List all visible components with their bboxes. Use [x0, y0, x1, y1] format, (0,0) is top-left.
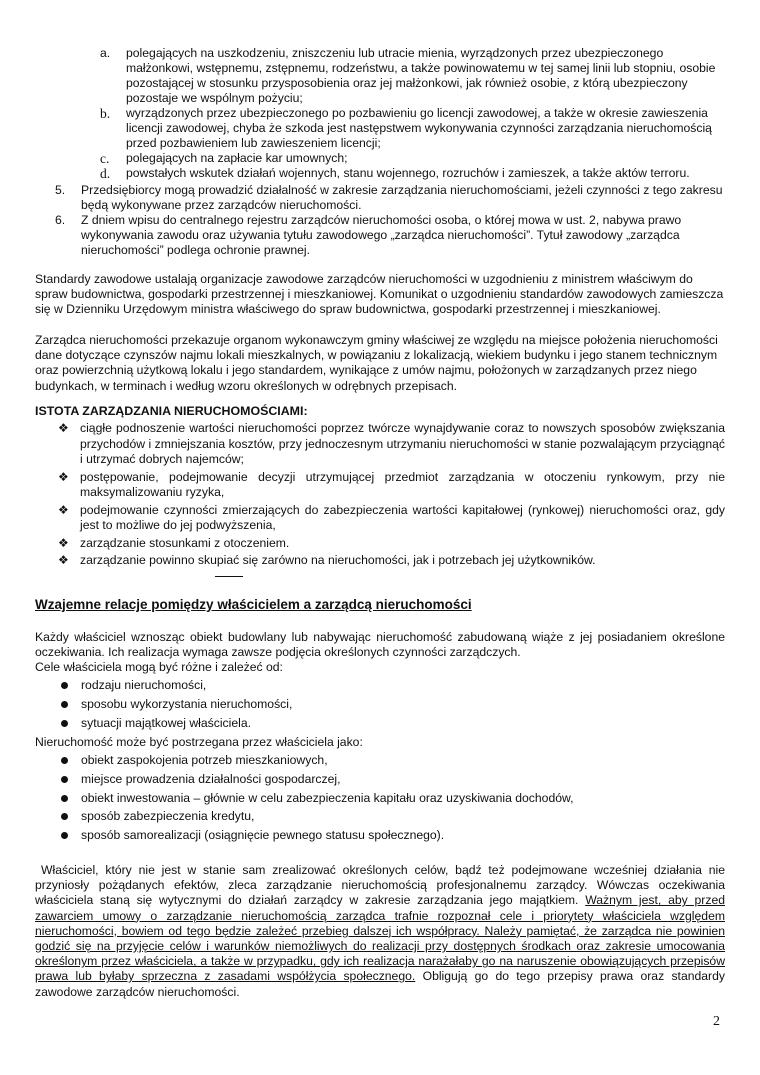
- list-item: [58, 503, 725, 534]
- list-item: [60, 772, 720, 787]
- short-divider: [215, 576, 243, 577]
- list-item-text: polegających na uszkodzeniu, zniszczeniu lub utracie mienia, wyrządzonych przez ubezpieczonego małżonkowi, wstępnemu, zstępnemu, rodzeństwu, a także powinowatemu w tej samej linii lub stopniu, osobie pozostającej w stosunku przysposobienia oraz jej małżonkowi, jak również osobie, z którą ubezpieczony pozostaje we wspólnym pożyciu;: [126, 46, 716, 105]
- list-item: [55, 183, 725, 213]
- perception-list: [60, 753, 720, 847]
- paragraph-rents: Zarządca nieruchomości przekazuje organom wykonawczym gminy właściwej ze względu na miejsce położenia nieruchomości dane dotyczące czynszów najmu lokali mieszkalnych, w powiązaniu z lokalizacją, wiekiem budynku i jego stanem technicznym oraz powierzchnią użytkową lokalu i jego standardem, wynikające z umów najmu, położonych w zarządzanych przez niego budynkach, w terminach i według wzoru określonych w odrębnych przepisach.: [35, 333, 718, 393]
- list-item-text: postępowanie, podejmowanie decyzji utrzymującej przedmiot zarządzania w otoczeniu rynkowym, przy nie maksymalizowaniu ryzyka,: [80, 469, 725, 499]
- list-marker: c.: [100, 151, 110, 166]
- diamond-bullet-icon: ❖: [58, 535, 69, 550]
- list-item: [58, 470, 725, 501]
- paragraph-standards: Standardy zawodowe ustalają organizacje zawodowe zarządców nieruchomości w uzgodnieniu z ministrem właściwym do spraw budownictwa, gospodarki przestrzennej i mieszkaniowej. Komunikat o uzgodnieniu standardów zawodowych zamieszcza się w Dzienniku Urzędowym ministra właściwego do spraw budownictwa, gospodarki przestrzennej i mieszkaniowej.: [35, 272, 724, 317]
- list-item: [100, 106, 720, 151]
- list-item: [60, 678, 720, 693]
- diamond-bullet-icon: ❖: [58, 502, 69, 517]
- list-item-text: sytuacji majątkowej właściciela.: [81, 715, 252, 730]
- heading-istota: ISTOTA ZARZĄDZANIA NIERUCHOMOŚCIAMI:: [35, 404, 308, 418]
- list-item-text: obiekt inwestowania – głównie w celu zabezpieczenia kapitału oraz uzyskiwania dochodów,: [81, 790, 574, 805]
- list-item: [60, 809, 720, 824]
- list-item-text: obiekt zaspokojenia potrzeb mieszkaniowych,: [81, 753, 328, 767]
- bullet-dot-icon: [61, 832, 68, 839]
- list-item-text: polegających na zapłacie kar umownych;: [126, 151, 348, 165]
- list-item-text: rodzaju nieruchomości,: [81, 678, 207, 692]
- list-item-text: sposobu wykorzystania nieruchomości,: [81, 696, 293, 711]
- paragraph-final: [35, 863, 725, 1000]
- list-item-text: zarządzanie powinno skupiać się zarówno na nieruchomości, jak i potrzebach jej użytkowników.: [80, 553, 596, 567]
- list-marker: 6.: [55, 213, 66, 227]
- list-item-text: powstałych wskutek działań wojennych, stanu wojennego, rozruchów i zamieszek, a także aktów terroru.: [126, 166, 690, 180]
- paragraph-owner: Każdy właściciel wznosząc obiekt budowlany lub nabywając nieruchomość zabudowaną wiąże z jej posiadaniem określone oczekiwania. Ich realizacja wymaga zawsze podjęcia określonych czynności zarządczych.: [35, 630, 725, 660]
- final-text-start: Właściciel, który nie jest w stanie sam zrealizować określonych celów, bądź też podejmowane wcześniej działania nie przyniosły pożądanych efektów, zleca zarządzanie nieruchomością profesjonalnemu zarządcy. Wówczas oczekiwania właściciela staną się wytycznymi do działań zarządcy w zakresie zarządzania jego majątkiem.: [35, 863, 725, 908]
- list-marker: d.: [100, 166, 111, 181]
- list-item-text: Przedsiębiorcy mogą prowadzić działalność w zakresie zarządzania nieruchomościami, jeżeli czynności z tego zakresu będą wykonywane przez zarządców nieruchomości.: [81, 183, 723, 212]
- bullet-dot-icon: [61, 813, 68, 820]
- goals-list: [60, 678, 720, 734]
- perception-intro: Nieruchomość może być postrzegana przez właściciela jako:: [35, 735, 363, 749]
- list-item-text: ciągłe podnoszenie wartości nieruchomości poprzez twórcze wynajdywanie coraz to nowszych sposobów zwiększania przychodów i zmniejszania kosztów, przy jednoczesnym utrzymaniu nieruchomości w stanie pozwalającym przyciągnąć i utrzymać dobrych najemców;: [80, 421, 725, 466]
- list-item-text: podejmowanie czynności zmierzających do zabezpieczenia wartości kapitałowej (rynkowej) nieruchomości oraz, gdy jest to możliwe do jej podwyższenia,: [80, 502, 725, 532]
- list-item: [55, 213, 725, 258]
- list-item-text: sposób samorealizacji (osiągnięcie pewnego statusu społecznego).: [81, 828, 445, 843]
- bullet-dot-icon: [61, 720, 68, 727]
- final-text-underlined: Ważnym jest, aby przed zawarciem umowy o zarządzanie nieruchomością zarządca trafnie rozpoznał cele i priorytety właściciela względem nieruchomości, bowiem od tego będzie zależeć przebieg dalszej ich współpracy. Należy pamiętać, że zarządca nie powinien godzić się na przyjęcie celów i warunków niemożliwych do realizacji przy dostępnych środkach oraz zakresie umocowania określonym przez właściciela, a także w przypadku, gdy ich realizacja narażałaby go na naruszenie obowiązujących przepisów prawa lub byłaby sprzeczna z zasadami współżycia społecznego.: [35, 893, 725, 984]
- list-marker: 5.: [55, 183, 66, 197]
- bullet-dot-icon: [61, 701, 68, 708]
- list-item: [100, 166, 720, 181]
- list-item: [100, 151, 720, 166]
- bullet-dot-icon: [61, 682, 68, 689]
- list-item: [60, 753, 720, 768]
- list-item: [58, 536, 725, 552]
- numbered-list: [55, 183, 725, 258]
- goals-intro: Cele właściciela mogą być różne i zależeć od:: [35, 660, 283, 674]
- list-marker: a.: [100, 46, 111, 60]
- list-item: [60, 828, 720, 843]
- list-item-text: miejsce prowadzenia działalności gospodarczej,: [81, 771, 341, 786]
- istota-list: [58, 421, 725, 571]
- list-item-text: wyrządzonych przez ubezpieczonego po pozbawieniu go licencji zawodowej, a także w okresie zawieszenia licencji zawodowej, chyba że szkoda jest następstwem wykonywania czynności zarządzania nieruchomością przed pozbawieniem lub zawieszeniem licencji;: [126, 106, 712, 150]
- bullet-dot-icon: [61, 757, 68, 764]
- lettered-list: [100, 46, 720, 181]
- diamond-bullet-icon: ❖: [58, 469, 69, 484]
- list-item: [58, 421, 725, 468]
- list-item-text: zarządzanie stosunkami z otoczeniem.: [80, 535, 290, 550]
- section-title: Wzajemne relacje pomiędzy właścicielem a zarządcą nieruchomości: [35, 597, 472, 612]
- final-text-end: Obligują go do tego przepisy prawa oraz standardy zawodowe zarządców nieruchomości.: [35, 969, 725, 999]
- list-item: [100, 46, 720, 106]
- list-item-text: Z dniem wpisu do centralnego rejestru zarządców nieruchomości osoba, o której mowa w ust. 2, nabywa prawo wykonywania zawodu oraz używania tytułu zawodowego „zarządca nieruchomości”. Tytuł zawodowy „zarządca nieruchomości” podlega ochronie prawnej.: [81, 213, 682, 257]
- list-item: [60, 791, 720, 806]
- list-item: [60, 697, 720, 712]
- list-item-text: sposób zabezpieczenia kredytu,: [81, 809, 255, 824]
- bullet-dot-icon: [61, 795, 68, 802]
- diamond-bullet-icon: ❖: [58, 421, 69, 435]
- list-item: [60, 716, 720, 731]
- page-number: 2: [713, 1014, 720, 1029]
- list-marker: b.: [100, 106, 111, 121]
- list-item: [58, 553, 725, 569]
- diamond-bullet-icon: ❖: [58, 553, 69, 567]
- bullet-dot-icon: [61, 776, 68, 783]
